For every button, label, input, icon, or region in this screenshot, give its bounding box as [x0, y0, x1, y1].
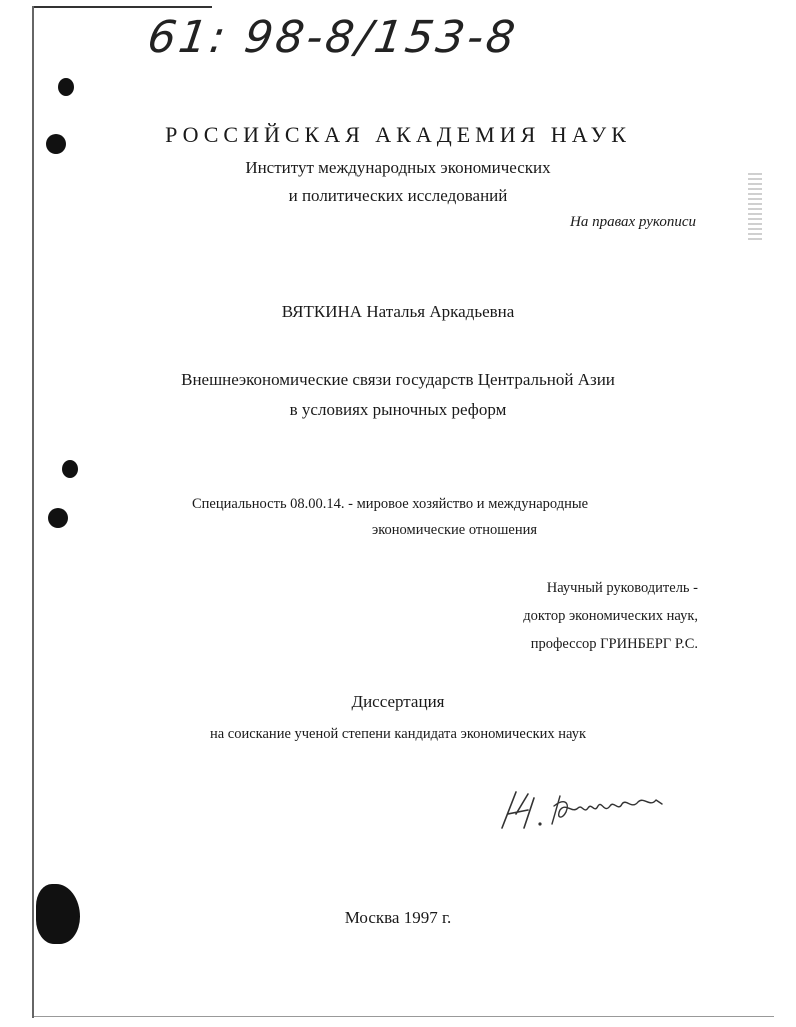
scan-border-bottom: [34, 1016, 774, 1017]
supervisor-degree: доктор экономических наук,: [523, 608, 698, 624]
institute-name-line1: Институт международных экономических: [245, 158, 551, 177]
dissertation-subtitle: на соискание ученой степени кандидата экономических наук: [209, 726, 587, 742]
dissertation-heading: Диссертация: [351, 692, 445, 711]
author-name: ВЯТКИНА Наталья Аркадьевна: [281, 302, 515, 321]
place-and-year: Москва 1997 г.: [344, 908, 452, 927]
specialty-line2: экономические отношения: [372, 522, 538, 538]
academy-name: РОССИЙСКАЯ АКАДЕМИЯ НАУК: [165, 122, 631, 147]
specialty-line1: Специальность 08.00.14. - мировое хозяйство и международные: [192, 496, 589, 512]
supervisor-label: Научный руководитель -: [546, 580, 698, 596]
supervisor-name: профессор ГРИНБЕРГ Р.С.: [530, 636, 698, 652]
scan-border-top: [32, 6, 212, 8]
punch-hole-mark: [58, 78, 74, 96]
punch-hole-mark: [62, 460, 78, 478]
author-signature: [494, 784, 674, 840]
punch-hole: [48, 508, 68, 528]
handwritten-archive-code: 61: 98-8/153-8: [144, 12, 521, 63]
thesis-title-line2: в условиях рыночных реформ: [289, 400, 507, 419]
manuscript-rights-note: На правах рукописи: [570, 214, 696, 230]
institute-name-line2: и политических исследований: [288, 186, 508, 205]
thesis-title-line1: Внешнеэкономические связи государств Центральной Азии: [181, 370, 615, 389]
